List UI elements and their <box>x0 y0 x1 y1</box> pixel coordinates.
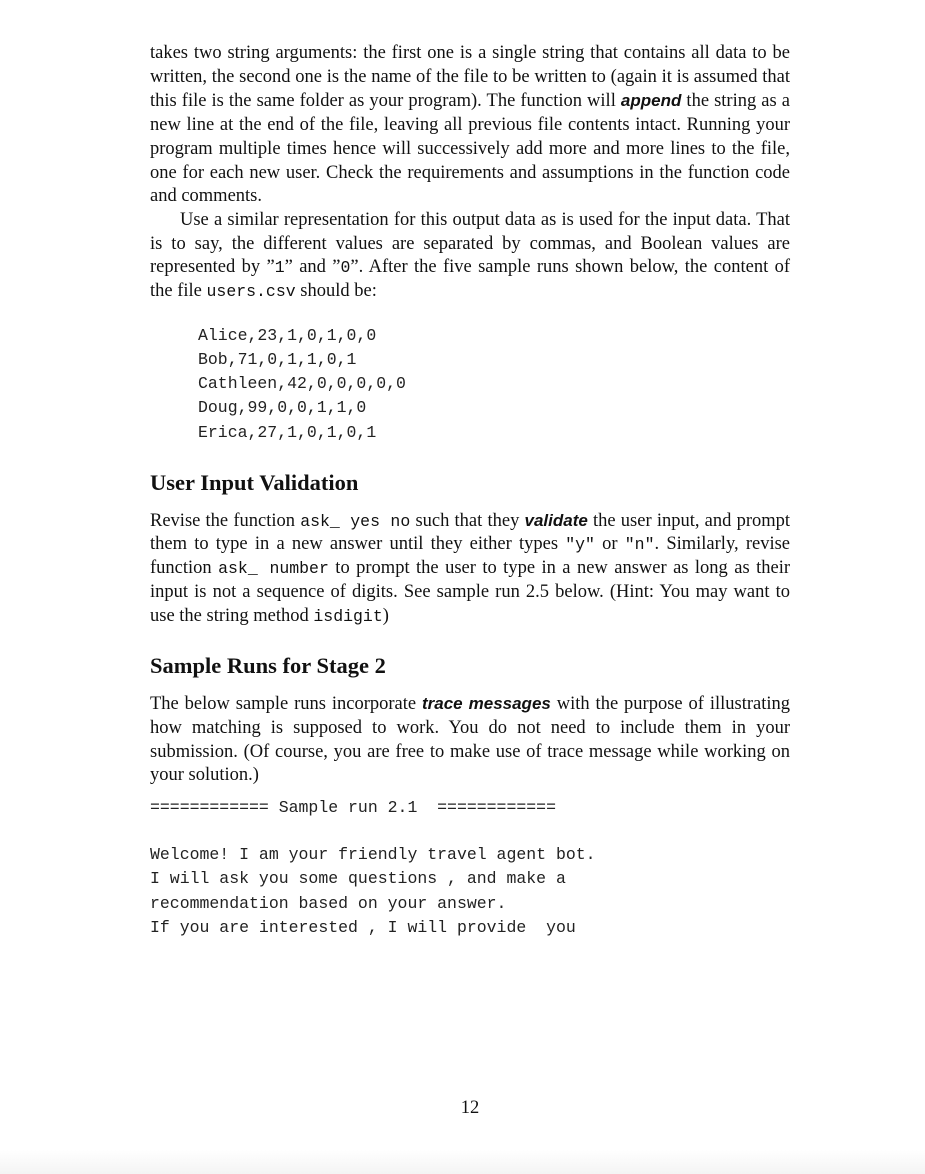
heading-user-input-validation: User Input Validation <box>150 469 359 495</box>
csv-line: Cathleen,42,0,0,0,0,0 <box>198 374 406 394</box>
para4-text-2: with the purpose of illustrating how matching is supposed to work. You do not need to include them in your submission. (Of course, you are free to make use of trace message while working on your solution.) <box>150 694 790 786</box>
para4-text: The below sample runs incorporate <box>150 694 422 715</box>
csv-line: Alice,23,1,0,1,0,0 <box>198 325 377 345</box>
para3-text: Revise the function <box>150 510 301 531</box>
emphasis-append: append <box>620 91 682 111</box>
para2-text: Use a similar representation for this output data as is used for the input data. That is to say, the different values are separated by commas, and Boolean values are represented by ” <box>150 209 790 278</box>
emphasis-validate: validate <box>524 510 588 530</box>
sample-run-separator: ============ Sample run 2.1 ============ <box>150 798 556 818</box>
csv-line: Erica,27,1,0,1,0,1 <box>198 422 377 442</box>
para2-text-3: ”. After the five sample runs shown below, the content of the file <box>150 257 790 302</box>
emphasis-trace-messages: trace messages <box>421 694 551 714</box>
page-number: 12 <box>460 1098 480 1118</box>
terminal-line: If you are interested , I will provide you <box>150 917 576 937</box>
para1-text-2: the string as a new line at the end of the file, leaving all previous file contents intact. Running your program multiple times hence will successively add more and more lines to the file, one for each new user. Check the requirements and assumptions in the function code and comments. <box>150 91 790 207</box>
csv-content-block <box>198 324 790 445</box>
page-bottom-edge <box>0 1150 925 1174</box>
code-n: "n" <box>624 535 655 555</box>
para3-text-2: such that they <box>410 510 525 531</box>
code-y: "y" <box>565 535 595 555</box>
code-filename: users.csv <box>206 282 296 302</box>
para2-text-2: ” and ” <box>284 257 341 278</box>
para3-text-5: . Similarly, revise function <box>150 534 790 579</box>
code-zero: 0 <box>340 258 351 278</box>
code-ask-number: ask_ number <box>218 559 329 579</box>
terminal-line: recommendation based on your answer. <box>150 893 507 913</box>
sample-run-output <box>150 843 790 940</box>
heading-sample-runs: Sample Runs for Stage 2 <box>150 653 386 679</box>
csv-line: Bob,71,0,1,1,0,1 <box>198 349 357 369</box>
csv-line: Doug,99,0,0,1,1,0 <box>198 398 367 418</box>
para3-text-7: ) <box>382 605 389 626</box>
terminal-line: Welcome! I am your friendly travel agent bot. <box>150 845 596 865</box>
para1-text: takes two string arguments: the first one is a single string that contains all data to be written, the second one is the name of the file to be written to (again it is assumed that this file is the same folder as your program). The function will <box>150 43 790 112</box>
paragraph-sample-runs <box>150 692 790 788</box>
para2-text-4: should be: <box>295 281 377 302</box>
paragraph-write-function <box>150 42 790 209</box>
para3-text-4: or <box>594 534 625 555</box>
terminal-line: I will ask you some questions , and make a <box>150 869 566 889</box>
para3-text-6: to prompt the user to type in a new answer as long as their input is not a sequence of digits. See sample run 2.5 below. (Hint: You may want to use the string method <box>150 558 791 626</box>
code-ask-yes-no: ask_ yes no <box>300 511 411 531</box>
para3-text-3: the user input, and prompt them to type in a new answer until they either types <box>150 510 791 555</box>
document-page <box>150 42 790 940</box>
code-isdigit: isdigit <box>313 606 383 626</box>
paragraph-validation <box>150 509 790 629</box>
code-one: 1 <box>274 258 285 278</box>
paragraph-output-format <box>150 209 790 304</box>
